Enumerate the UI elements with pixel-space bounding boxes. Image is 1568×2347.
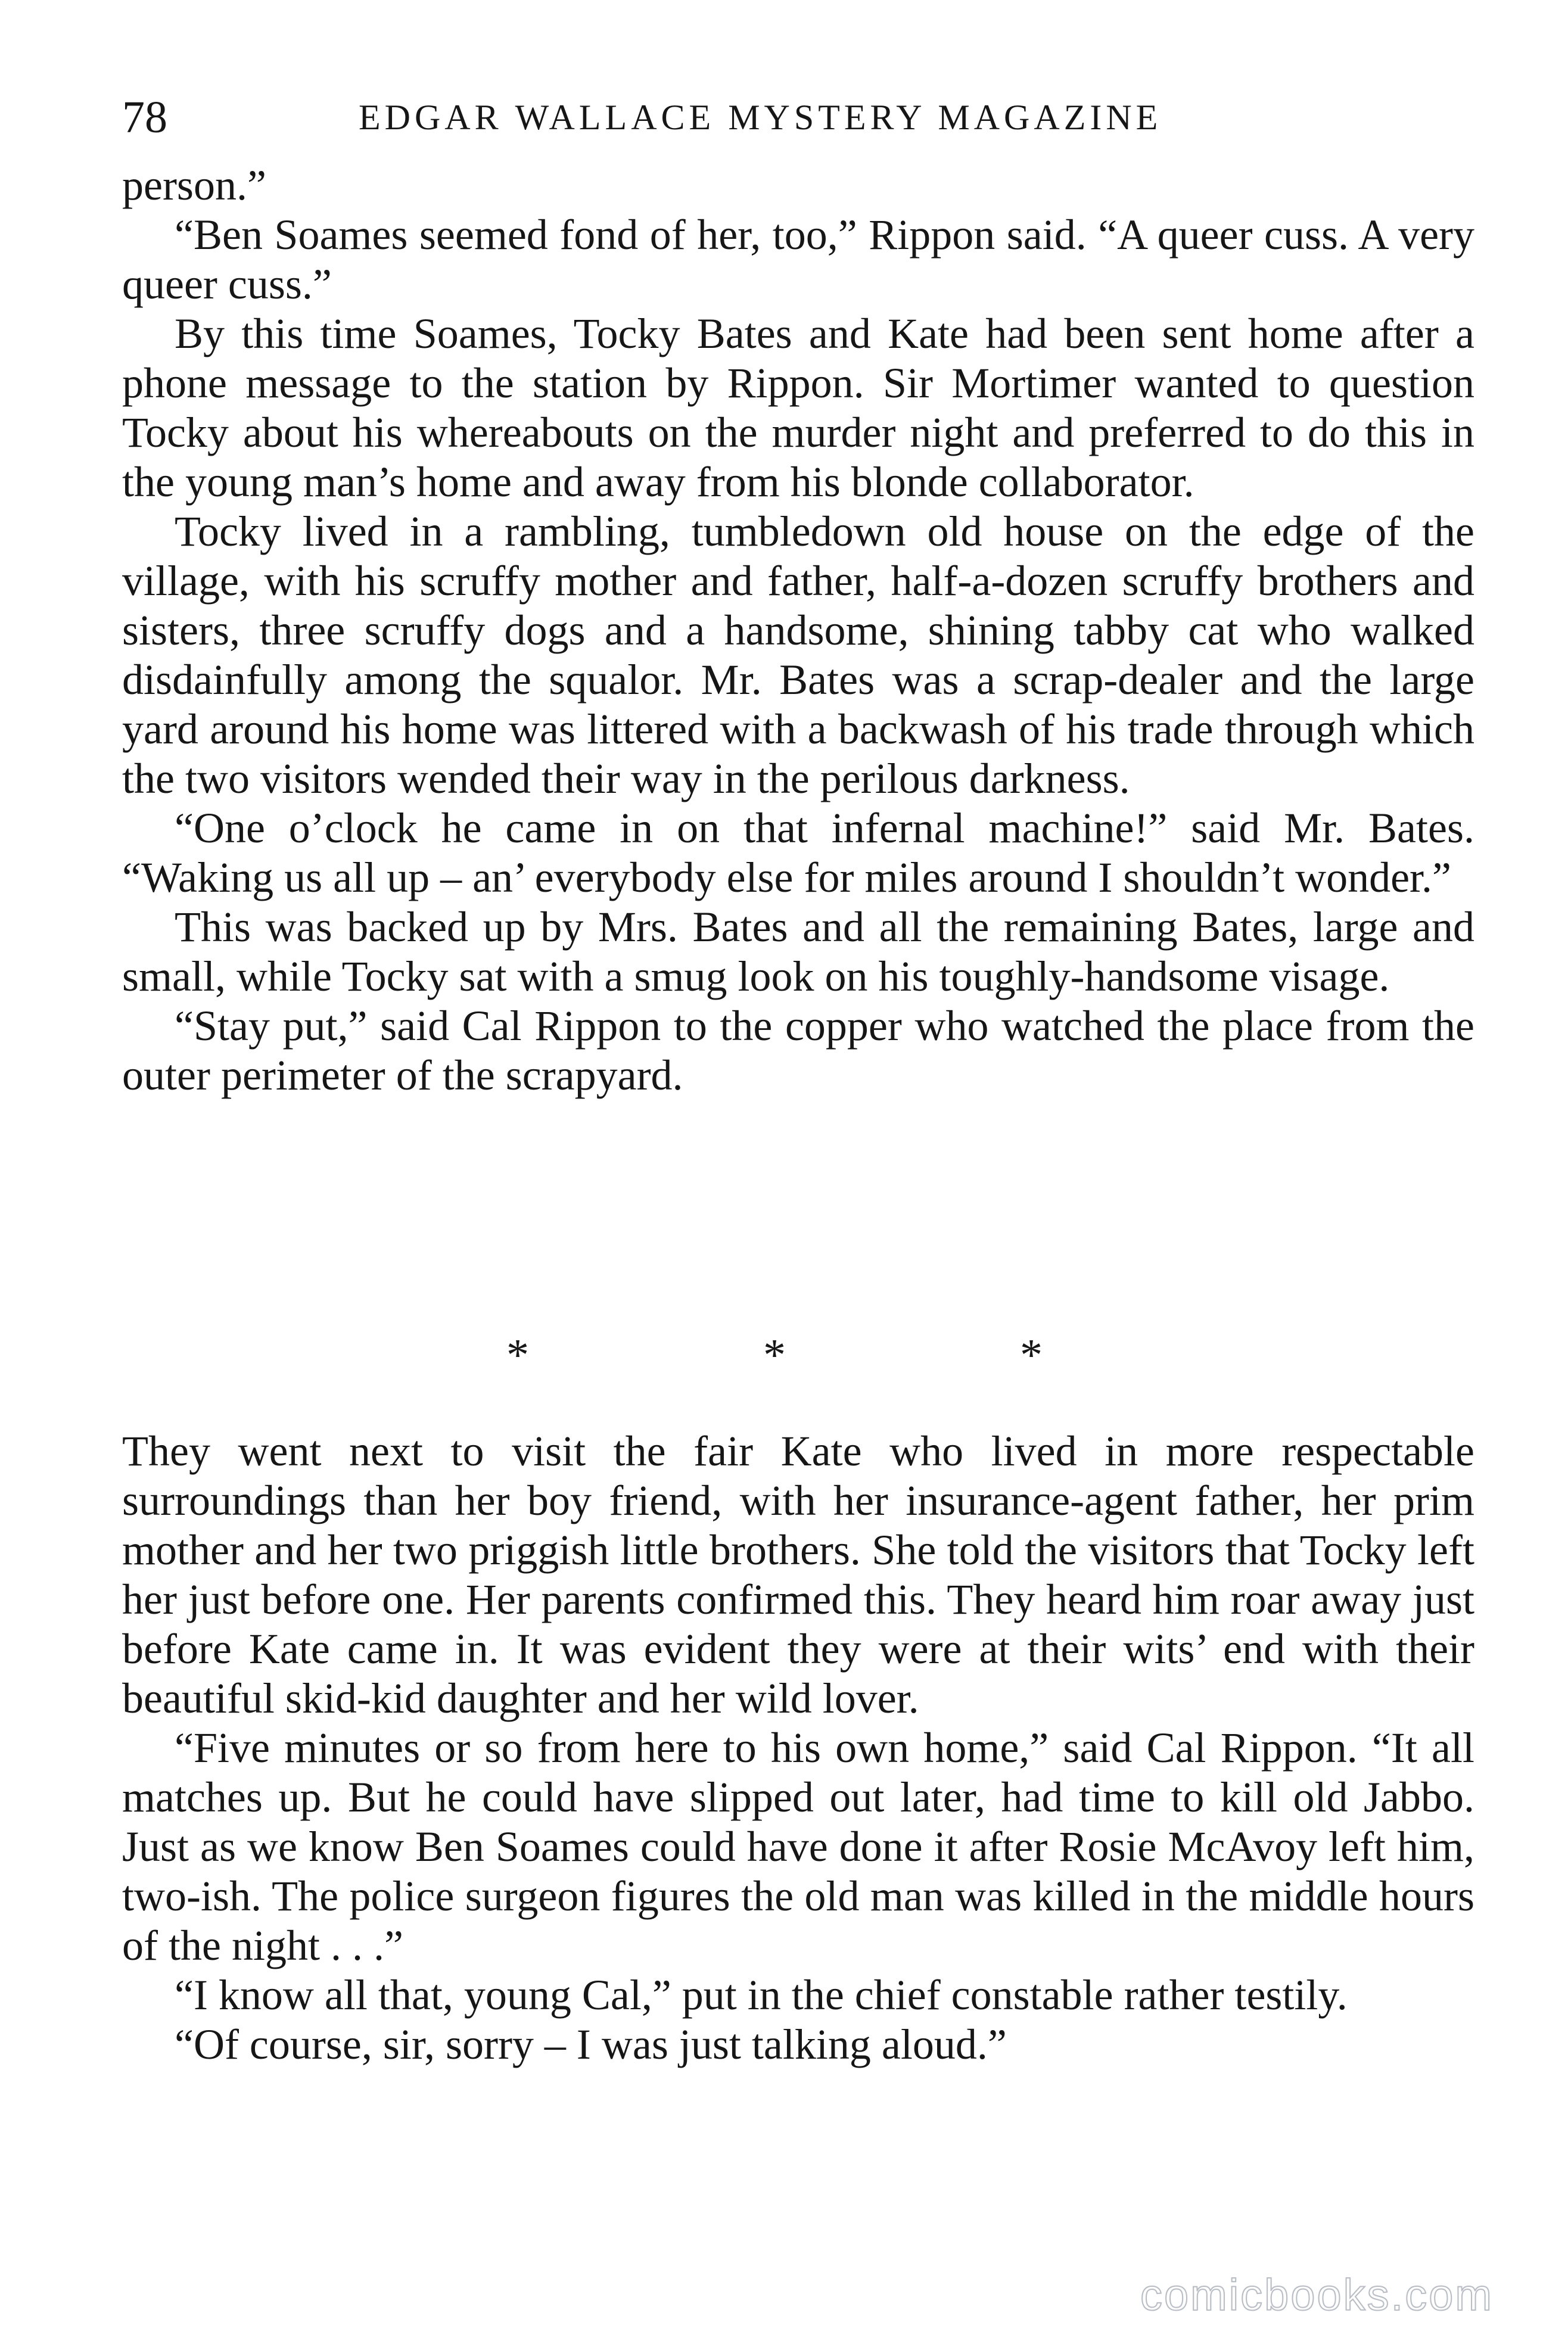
paragraph-2: “Ben Soames seemed fond of her, too,” Rippon said. “A queer cuss. A very queer cuss.” [122, 211, 1474, 308]
running-title: EDGAR WALLACE MYSTERY MAGAZINE [359, 98, 1162, 137]
page-number: 78 [122, 92, 167, 142]
paragraph-11: “Of course, sir, sorry – I was just talking aloud.” [175, 2021, 1007, 2068]
paragraph-7: “Stay put,” said Cal Rippon to the copper who watched the place from the outer perimeter of the scrapyard. [122, 1002, 1474, 1099]
paragraph-3: By this time Soames, Tocky Bates and Kate had been sent home after a phone message to the station by Rippon. Sir Mortimer wanted to question Tocky about his whereabouts on the murder night and preferred to do this in the young man’s home and away from his blonde collaborator. [122, 310, 1474, 506]
paragraph-9: “Five minutes or so from here to his own home,” said Cal Rippon. “It all matches up. But he could have slipped out later, had time to kill old Jabbo. Just as we know Ben Soames could have done it after Rosie McAvoy left him, two-ish. The police surgeon figures the old man was killed in the middle hours of the night . . .” [122, 1724, 1474, 1969]
paragraph-1: person.” [122, 161, 266, 209]
section-break-asterisk: * [506, 1330, 529, 1380]
paragraph-5: “One o’clock he came in on that infernal machine!” said Mr. Bates. “Waking us all up – an’ everybody else for miles around I shouldn’t wonder.” [122, 804, 1474, 901]
paragraph-8: They went next to visit the fair Kate who lived in more respectable surroundings than her boy friend, with her insurance-agent father, her prim mother and her two priggish little brothers. She told the visitors that Tocky left her just before one. Her parents confirmed this. They heard him roar away just before Kate came in. It was evident they were at their wits’ end with their beautiful skid-kid daughter and her wild lover. [122, 1427, 1474, 1722]
story-text-top [122, 161, 1474, 1100]
watermark: comicbooks.com [1140, 2270, 1494, 2320]
story-text-bottom [122, 1427, 1474, 2069]
paragraph-6: This was backed up by Mrs. Bates and all the remaining Bates, large and small, while Tocky sat with a smug look on his toughly-handsome visage. [122, 903, 1474, 1000]
section-break-asterisk: * [1020, 1330, 1043, 1380]
paragraph-4: Tocky lived in a rambling, tumbledown old house on the edge of the village, with his scruffy mother and father, half-a-dozen scruffy brothers and sisters, three scruffy dogs and a handsome, shining tabby cat who walked disdainfully among the squalor. Mr. Bates was a scrap-dealer and the large yard around his home was littered with a backwash of his trade through which the two visitors wended their way in the perilous darkness. [122, 508, 1474, 802]
page-header [122, 85, 1445, 150]
section-break-asterisk: * [763, 1330, 786, 1380]
paragraph-10: “I know all that, young Cal,” put in the chief constable rather testily. [175, 1971, 1348, 2019]
section-break [506, 1328, 1043, 1382]
